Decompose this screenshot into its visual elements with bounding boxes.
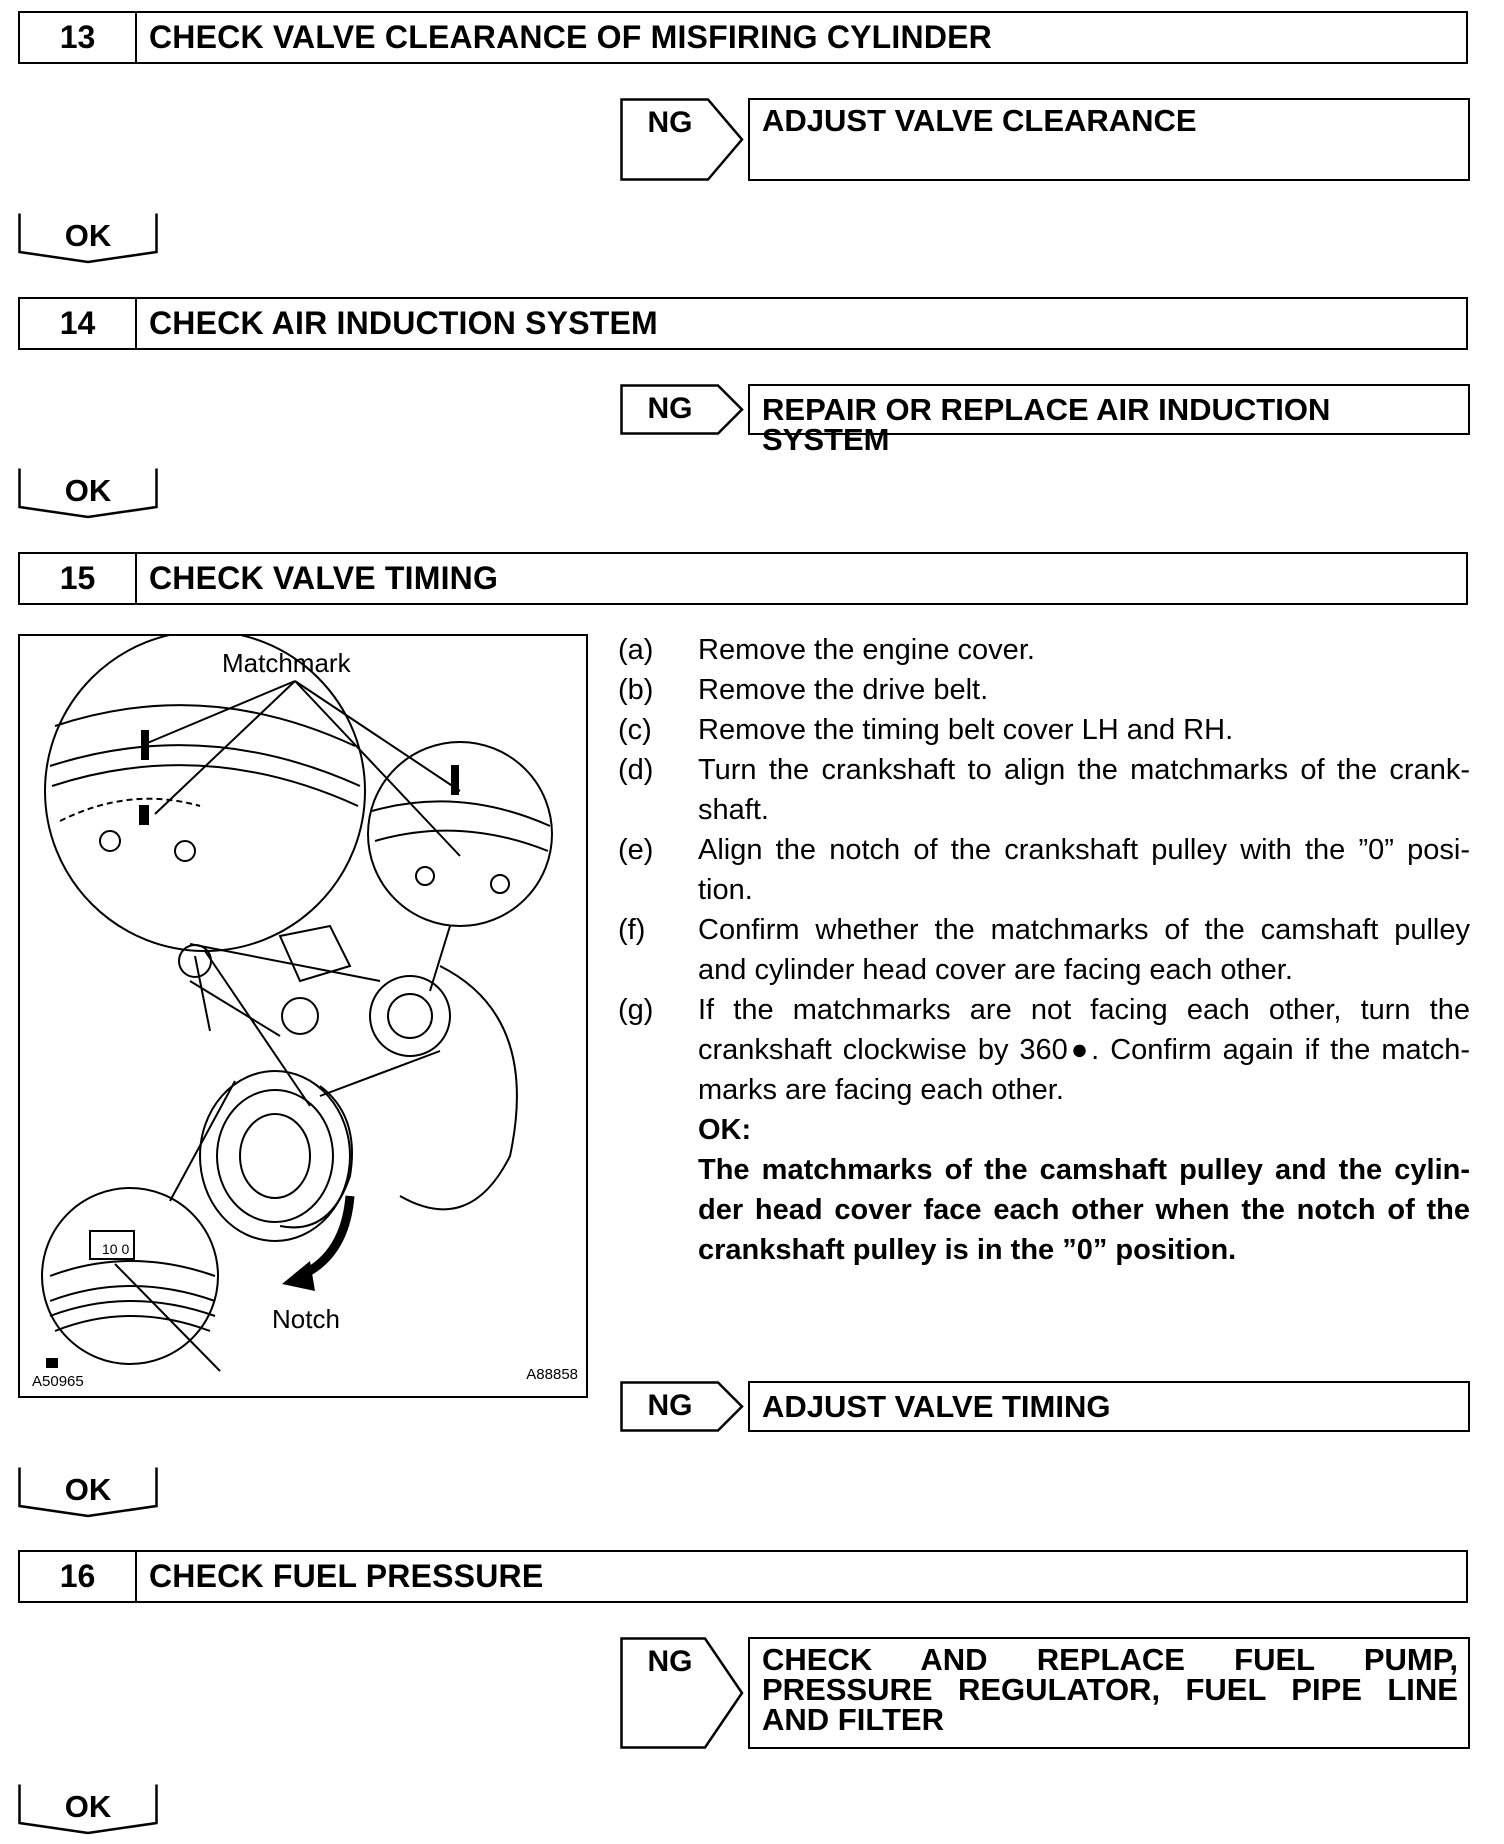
item-text: Remove the timing belt cover LH and RH.: [698, 714, 1234, 746]
list-item: [618, 630, 1470, 670]
item-text: Align the notch of the crankshaft pulley with the ”0” posi-tion.: [698, 834, 1470, 906]
item-text: Confirm whether the matchmarks of the camshaft pulley and cylinder head cover are facing each other.: [698, 914, 1470, 986]
item-text: If the matchmarks are not facing each other, turn the crankshaft clockwise by 360●. Confirm again if the match-marks are facing each other.: [698, 994, 1470, 1106]
ok-criteria-heading: OK:: [698, 1114, 752, 1146]
step-14-ng-branch: [620, 384, 1470, 457]
ok-label: OK: [64, 1472, 112, 1507]
dial-text: 10 0: [102, 1241, 130, 1257]
ng-label: NG: [647, 1389, 693, 1422]
step-15-header: [18, 552, 1468, 605]
step-13-header: [18, 11, 1468, 64]
ok-label: OK: [64, 1789, 112, 1824]
step-15-ng-branch: [620, 1381, 1470, 1432]
step-14-ok-arrow: [18, 467, 158, 519]
ok-label: OK: [64, 218, 112, 253]
item-label: (e): [618, 834, 654, 866]
step-title: CHECK VALVE TIMING: [149, 560, 499, 596]
valve-timing-illustration: [18, 634, 588, 1398]
ng-action-box: REPAIR OR REPLACE AIR INDUCTION SYSTEM: [748, 384, 1470, 435]
step-number: 13: [20, 13, 137, 62]
corner-mark-icon: [46, 1358, 58, 1368]
step-16-header: [18, 1550, 1468, 1603]
list-item: [618, 670, 1470, 710]
figure-code-right: A88858: [526, 1366, 578, 1383]
matchmark-label: Matchmark: [222, 648, 351, 678]
list-item: [618, 990, 1470, 1110]
item-label: (a): [618, 634, 654, 666]
step-title: CHECK VALVE CLEARANCE OF MISFIRING CYLINDER: [149, 19, 992, 55]
ng-label: NG: [647, 392, 693, 425]
list-item: [618, 710, 1470, 750]
step-title: CHECK FUEL PRESSURE: [149, 1558, 544, 1594]
ok-label: OK: [64, 473, 112, 508]
notch-label: Notch: [272, 1304, 340, 1334]
item-label: (f): [618, 914, 646, 946]
ng-action-box: CHECK AND REPLACE FUEL PUMP, PRESSURE REGULATOR, FUEL PIPE LINE AND FILTER: [748, 1637, 1470, 1749]
figure-code-left: A50965: [32, 1373, 84, 1390]
step-number: 16: [20, 1552, 137, 1601]
step-number: 15: [20, 554, 137, 603]
list-item: [618, 910, 1470, 990]
item-text: Remove the drive belt.: [698, 674, 989, 706]
ng-label: NG: [647, 1645, 693, 1678]
item-label: (b): [618, 674, 654, 706]
item-label: (g): [618, 994, 654, 1026]
item-text: Remove the engine cover.: [698, 634, 1035, 666]
list-item: [618, 750, 1470, 830]
step-15-ok-arrow: [18, 1466, 158, 1518]
step-16-ok-arrow: [18, 1783, 158, 1835]
ng-action-box: ADJUST VALVE TIMING: [748, 1381, 1470, 1432]
step-16-ng-branch: [620, 1637, 1470, 1749]
ok-criteria-text: The matchmarks of the camshaft pulley and the cylin-der head cover face each other when the notch of the crankshaft pulley is in the ”0” position.: [698, 1154, 1470, 1266]
engine-pulley-drawing: [20, 636, 585, 1395]
ok-criteria: [618, 1110, 1470, 1270]
item-label: (d): [618, 754, 654, 786]
step-14-header: [18, 297, 1468, 350]
item-text: Turn the crankshaft to align the matchmarks of the crank-shaft.: [698, 754, 1470, 826]
step-13-ok-arrow: [18, 212, 158, 264]
ng-action-box: ADJUST VALVE CLEARANCE: [748, 98, 1470, 181]
step-number: 14: [20, 299, 137, 348]
instruction-list: [618, 630, 1470, 1270]
step-13-ng-branch: [620, 98, 1470, 181]
step-title: CHECK AIR INDUCTION SYSTEM: [149, 305, 658, 341]
list-item: [618, 830, 1470, 910]
item-label: (c): [618, 714, 652, 746]
ng-label: NG: [647, 106, 693, 139]
